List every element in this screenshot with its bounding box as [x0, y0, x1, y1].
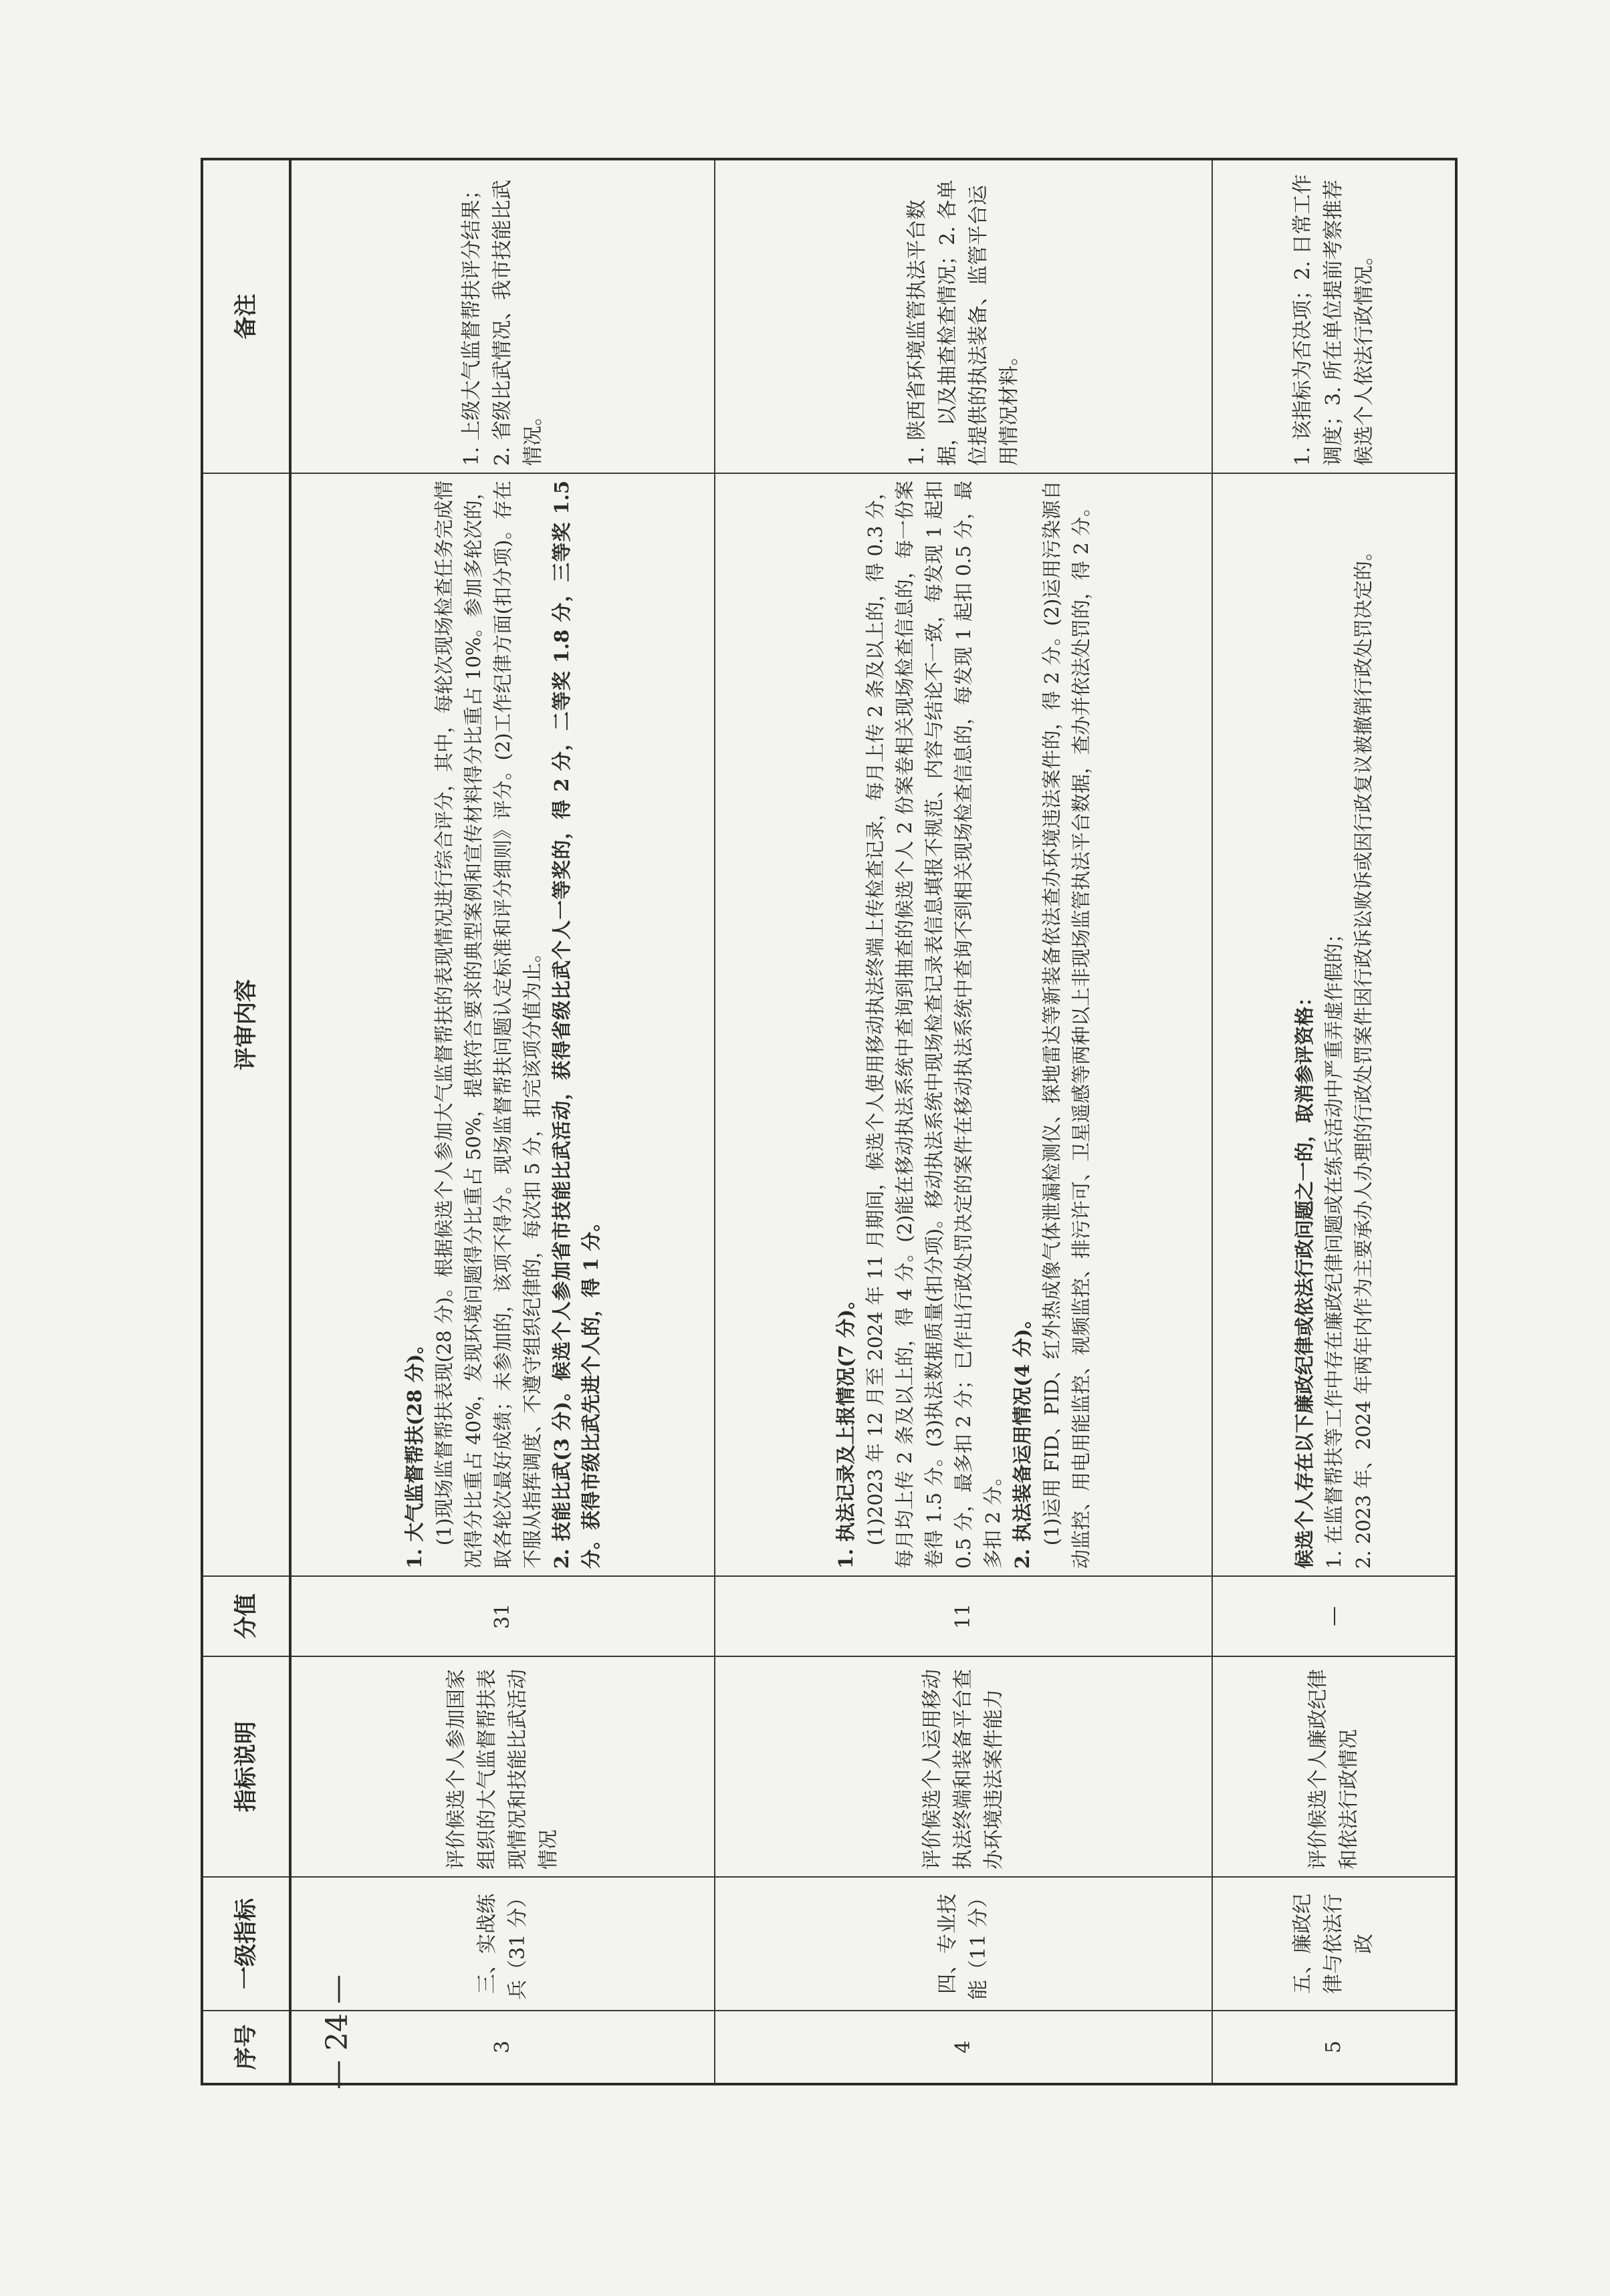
table-row [290, 159, 715, 2084]
note-text: 1. 该指标为否决项；2. 日常工作调度；3. 所在单位提前考察推荐候选个人依法行政情况。 [1291, 174, 1376, 466]
row-desc: 评价候选个人参加国家组织的大气监督帮扶表现情况和技能比武活动情况 [290, 1656, 715, 1877]
row-level1: 四、专业技能（11 分） [715, 1877, 1212, 2011]
content-paragraph: (1)2023 年 12 月至 2024 年 11 月期间，候选个人使用移动执法终端上传检查记录，每月上传 2 条及以上的，得 0.3 分，每月均上传 2 条及以上的，得 4 分。(2)能在移动执法系统中查询到抽查的候选个人 2 份案卷相关现场检查信息的，每一份案卷得 1.5 分。(3)执法数据质量(扣分项)。移动执法系统中现场检查记录表信息填报不规范、内容与结论不一致，每发现 1 起扣 0.5 分，最多扣 2 分；已作出行政处罚决定的案件在移动执法系统中查询不到相关现场检查信息的，每发现 1 起扣 0.5 分，最多扣 2 分。 [864, 481, 1004, 1569]
evaluation-table-wrapper [201, 160, 1424, 2085]
row-note [1212, 159, 1456, 473]
header-level1: 一级指标 [202, 1877, 290, 2011]
content-heading: 1. 大气监督帮扶(28 分)。 [403, 1334, 426, 1569]
row-score: 31 [290, 1576, 715, 1656]
content-heading: 1. 执法记录及上报情况(7 分)。 [834, 1289, 857, 1569]
content-paragraph: 1. 在监督帮扶等工作中存在廉政纪律问题或在练兵活动中严重弄虚作假的； [1322, 924, 1345, 1569]
row-content [1212, 473, 1456, 1576]
row-number: 4 [715, 2011, 1212, 2084]
header-content: 评审内容 [202, 473, 290, 1576]
header-desc: 指标说明 [202, 1656, 290, 1877]
row-note [715, 159, 1212, 473]
evaluation-table [201, 158, 1458, 2085]
row-level1: 五、廉政纪律与依法行政 [1212, 1877, 1456, 2011]
content-paragraph: 2. 2023 年、2024 年两年内作为主要承办人办理的行政处罚案件因行政诉讼败诉或因行政复议被撤销行政处罚决定的。 [1352, 541, 1375, 1569]
table-header-row [202, 159, 290, 2084]
row-desc: 评价候选个人廉政纪律和依法行政情况 [1212, 1656, 1456, 1877]
page-number: — 24 — [320, 1974, 354, 2089]
row-number: 5 [1212, 2011, 1456, 2084]
row-number: 3 [290, 2011, 715, 2084]
header-note: 备注 [202, 159, 290, 473]
row-content [290, 473, 715, 1576]
content-heading: 2. 执法装备运用情况(4 分)。 [1011, 1309, 1034, 1569]
row-desc: 评价候选个人运用移动执法终端和装备平台查办环境违法案件能力 [715, 1656, 1212, 1877]
header-no: 序号 [202, 2011, 290, 2084]
row-note [290, 159, 715, 473]
header-score: 分值 [202, 1576, 290, 1656]
table-row [1212, 159, 1456, 2084]
row-content [715, 473, 1212, 1576]
note-text: 1. 陕西省环境监管执法平台数据，以及抽查检查情况；2. 各单位提供的执法装备、监管平台运用情况材料。 [905, 179, 1021, 466]
row-score: 11 [715, 1576, 1212, 1656]
content-paragraph: (1)运用 FID、PID、红外热成像气体泄漏检测仪、探地雷达等新装备依法查办环境违法案件的，得 2 分。(2)运用污染源自动监控、用电用能监控、视频监控、排污许可、卫星遥感等两种以上非现场监管执法平台数据，查办并依法处罚的，得 2 分。 [1040, 481, 1092, 1569]
content-heading: 候选个人存在以下廉政纪律或依法行政问题之一的，取消参评资格： [1293, 987, 1316, 1569]
content-paragraph: (1)现场监督帮扶表现(28 分)。根据候选个人参加大气监督帮扶的表现情况进行综合评分，其中，每轮次现场检查任务完成情况得分比重占 40%，发现环境问题得分比重占 50%，提供符合要求的典型案例和宣传材料得分比重占 10%。参加多轮次的，取各轮次最好成绩；未参加的，该项不得分。现场监督帮扶问题认定标准和评分细则》评分。(2)工作纪律方面(扣分项)。存在不服从指挥调度、不遵守组织纪律的，每次扣 5 分，扣完该项分值为止。 [433, 481, 544, 1569]
note-text: 1. 上级大气监督帮扶评分结果；2. 省级比武情况、我市技能比武情况。 [460, 179, 545, 466]
row-score: — [1212, 1576, 1456, 1656]
content-heading: 2. 技能比武(3 分)。候选个人参加省市技能比武活动，获得省级比武个人一等奖的，得 2 分，二等奖 1.8 分，三等奖 1.5 分。获得市级比武先进个人的，得 1 分。 [550, 481, 602, 1569]
row-level1: 三、实战练兵（31 分） [290, 1877, 715, 2011]
table-row [715, 159, 1212, 2084]
